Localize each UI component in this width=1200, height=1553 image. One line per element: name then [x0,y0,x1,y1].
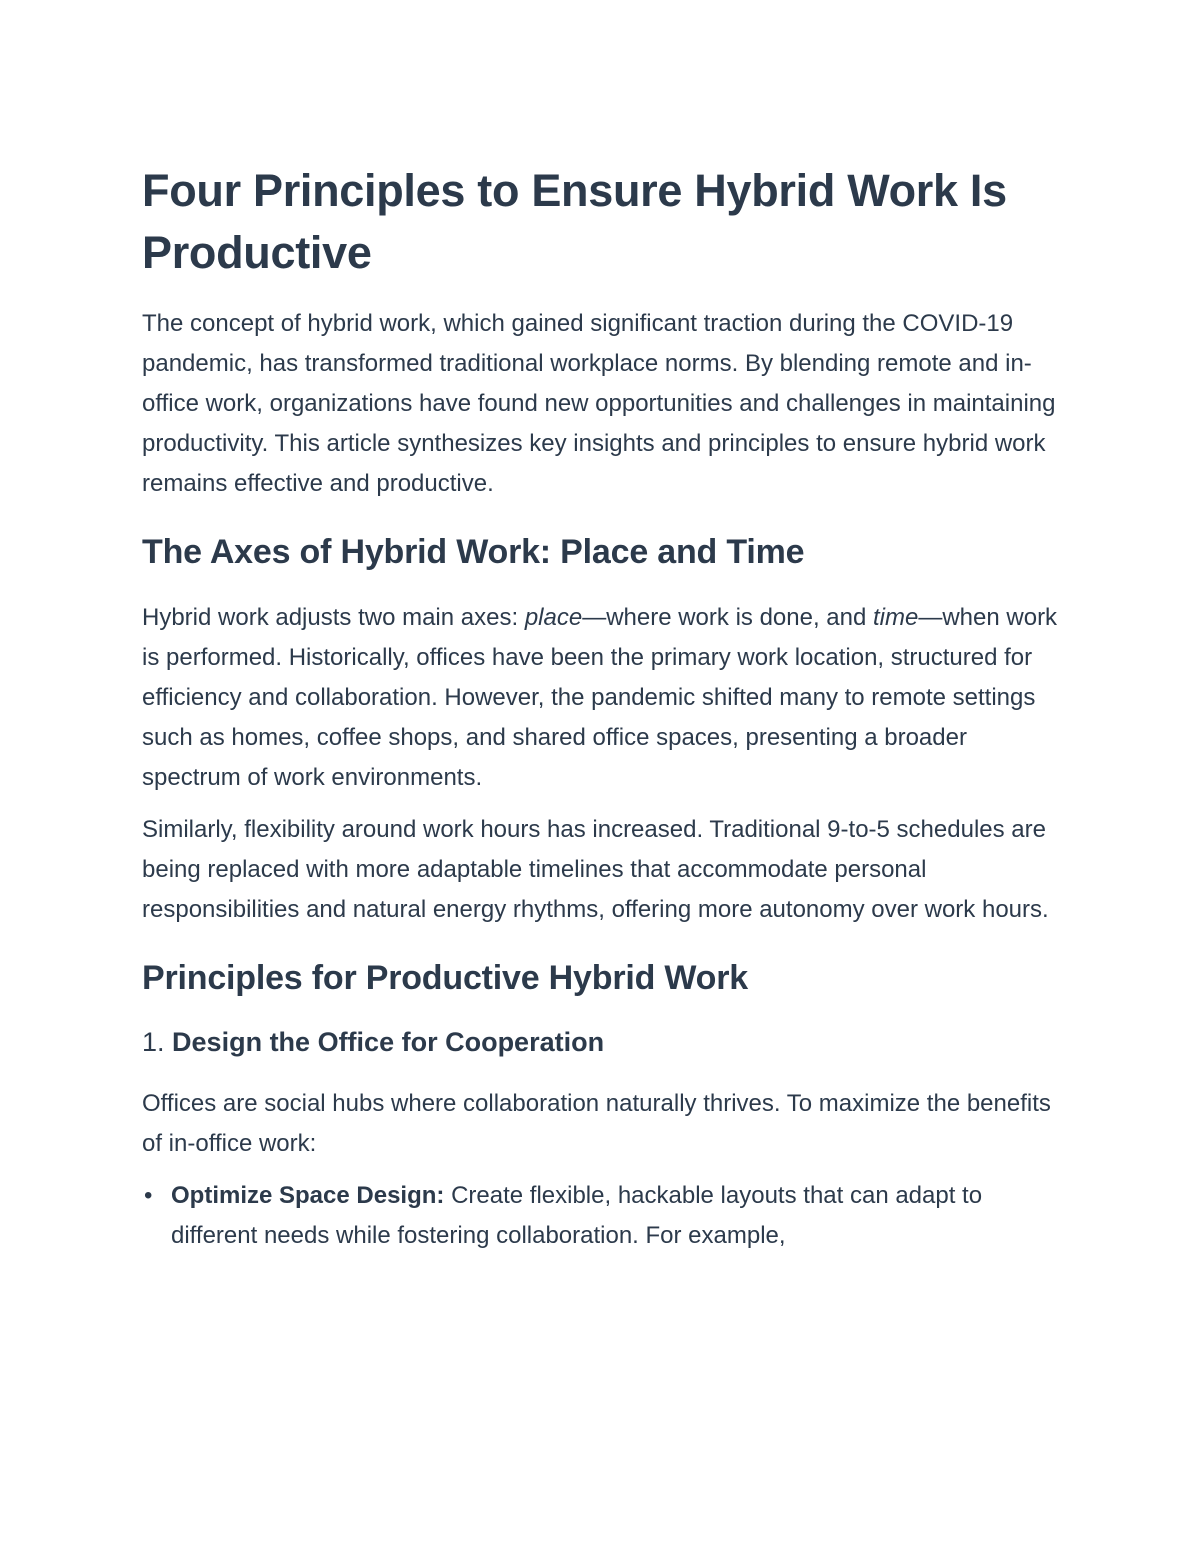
document-page [142,160,1062,1256]
section-heading-principles: Principles for Productive Hybrid Work [142,959,748,997]
place-term: place [524,604,583,631]
axes-paragraph-1 [142,598,1062,798]
bullet-text: Create flexible, hackable layouts that can adapt to different needs while fostering collaboration. For example, [171,1182,983,1249]
axes-text-3: —when work is performed. Historically, offices have been the primary work location, structured for efficiency and collaboration. However, the pandemic shifted many to remote settings such as homes, coffee shops, and shared office spaces, presenting a broader spectrum of work environments. [142,604,1058,791]
page-title: Four Principles to Ensure Hybrid Work Is Productive [142,165,1007,278]
principle-1-bullet-list [142,1176,1062,1256]
time-term: time [873,604,919,631]
bullet-icon: • [144,1182,153,1209]
principle-1-title: Design the Office for Cooperation [172,1027,605,1057]
principle-1-number: 1. [142,1027,165,1057]
principle-1-intro: Offices are social hubs where collaboration naturally thrives. To maximize the benefits of in-office work: [142,1090,1051,1157]
principle-1-heading [142,1024,1062,1060]
axes-paragraph-2: Similarly, flexibility around work hours has increased. Traditional 9-to-5 schedules are being replaced with more adaptable timelines that accommodate personal responsibilities and natural energy rhythms, offering more autonomy over work hours. [142,816,1049,923]
axes-text-1: Hybrid work adjusts two main axes: [142,604,525,631]
bullet-label: Optimize Space Design: [171,1182,445,1209]
list-item [142,1176,1062,1256]
intro-paragraph: The concept of hybrid work, which gained significant traction during the COVID-19 pandemic, has transformed traditional workplace norms. By blending remote and in-office work, organizations have found new opportunities and challenges in maintaining productivity. This article synthesizes key insights and principles to ensure hybrid work remains effective and productive. [142,310,1056,497]
section-heading-axes: The Axes of Hybrid Work: Place and Time [142,533,805,571]
axes-text-2: —where work is done, and [582,604,873,631]
